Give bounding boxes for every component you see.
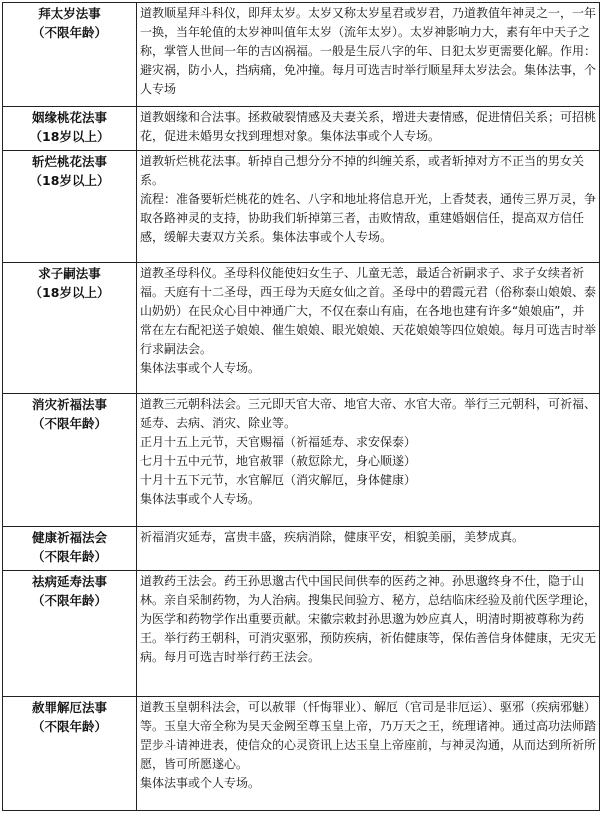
- rite-description-paragraph: 七月十五中元节，地官赦罪（赦愆除尤，身心顺遂）: [140, 454, 417, 468]
- rite-age-requirement: （不限年龄）: [31, 25, 107, 40]
- table-row: [3, 571, 600, 697]
- rites-table: [2, 2, 600, 811]
- rite-age-requirement: （不限年龄）: [31, 593, 107, 608]
- rite-description-paragraph: 道教玉皇朝科法会，可以赦罪（忏悔罪业）、解厄（官司是非厄运）、驱邪（疾病邪魅）等。玉皇大帝全称为昊天金阙至尊玉皇上帝，乃万天之王，统理诸神。通过高功法师踏罡步斗请神进表，使信众的心灵资讯上达玉皇上帝座前，与神灵沟通，从而达到所祈所愿，皆可所愿遂心。: [140, 700, 597, 771]
- rite-description-paragraph: 正月十五上元节，天官赐福（祈福延寿、求安保泰）: [140, 435, 417, 449]
- rite-description-cell: [137, 571, 600, 697]
- rite-age-requirement: （18岁以上）: [29, 129, 110, 144]
- rite-title: 拜太岁法事: [38, 6, 101, 21]
- rite-description-cell: [137, 527, 600, 571]
- rite-name-cell: [3, 107, 137, 151]
- rite-description-paragraph: 流程：准备要斩烂桃花的姓名、八字和地址将信息开光，上香焚表，通传三界万灵，争取各路神灵的支持，协助我们斩掉第三者，击败情敌，重建婚姻信任，提高双方信任感，缓解夫妻双方关系。集体法事或个人专场。: [140, 192, 597, 244]
- rite-description-paragraph: 道教斩烂桃花法事。斩掉自己想分分不掉的纠缠关系，或者斩掉对方不正当的男女关系。: [140, 154, 585, 187]
- rite-description-paragraph: 祈福消灾延寿，富贵丰盛，疾病消除，健康平安，相貌美丽，美梦成真。: [140, 530, 525, 544]
- table-row: [3, 3, 600, 107]
- table-row: [3, 263, 600, 394]
- rite-description-cell: [137, 263, 600, 394]
- rite-name-cell: [3, 697, 137, 811]
- rite-age-requirement: （不限年龄）: [31, 719, 107, 734]
- rite-description-paragraph: 集体法事或个人专场。: [140, 361, 261, 375]
- rite-title: 求子嗣法事: [38, 266, 101, 281]
- rite-name-cell: [3, 394, 137, 527]
- rite-description-cell: [137, 3, 600, 107]
- rite-description-paragraph: 道教顺星拜斗科仪，即拜太岁。太岁又称太岁星君或岁君，乃道教值年神灵之一，一年一换，当年轮值的太岁神叫值年太岁（流年太岁）。太岁神影响力大，素有年中天子之称，掌管人世间一年的吉凶祸福。一般是生辰八字的年、日犯太岁更需要化解。作用：避灾祸，防小人，挡病痛，免冲撞。每月可选吉时举行顺星拜太岁法会。集体法事，个人专场: [140, 6, 597, 96]
- table-row: [3, 151, 600, 263]
- rite-description-cell: [137, 151, 600, 263]
- rite-name-cell: [3, 3, 137, 107]
- rite-title: 消灾祈福法事: [31, 397, 107, 412]
- rite-description-cell: [137, 394, 600, 527]
- table-row: [3, 107, 600, 151]
- rite-title: 健康祈福法会: [31, 530, 107, 545]
- rite-description-paragraph: 道教药王法会。药王孙思邈古代中国民间供奉的医药之神。孙思邈终身不仕，隐于山林。亲自采制药物，为人治病。搜集民间验方、秘方，总结临床经验及前代医学理论，为医学和药物学作出重要贡献。宋徽宗敕封孙思邈为妙应真人，明清时期被尊称为药王。举行药王朝科，可消灾驱邪，预防疾病，祈佑健康等，保佑善信身体健康，无灾无病。每月可选吉时举行药王法会。: [140, 574, 597, 664]
- rite-name-cell: [3, 263, 137, 394]
- rite-description-paragraph: 道教姻缘和合法事。拯救破裂情感及夫妻关系，增进夫妻情感，促进情侣关系；可招桃花，促进未婚男女找到理想对象。集体法事或个人专场。: [140, 110, 597, 143]
- table-row: [3, 697, 600, 811]
- rite-age-requirement: （18岁以上）: [29, 173, 110, 188]
- rites-table-body: [3, 3, 600, 811]
- table-row: [3, 527, 600, 571]
- rite-age-requirement: （18岁以上）: [29, 285, 110, 300]
- rite-description-paragraph: 十月十五下元节，水官解厄（消灾解厄，身体健康）: [140, 473, 417, 487]
- rite-title: 姻缘桃花法事: [31, 110, 107, 125]
- rite-name-cell: [3, 527, 137, 571]
- rite-title: 赦罪解厄法事: [31, 700, 107, 715]
- rite-description-paragraph: 集体法事或个人专场。: [140, 776, 261, 790]
- rite-name-cell: [3, 151, 137, 263]
- rite-description-cell: [137, 697, 600, 811]
- rite-description-paragraph: 道教圣母科仪。圣母科仪能使妇女生子、儿童无恙，最适合祈嗣求子、求子女续者祈福。天庭有十二圣母，西王母为天庭女仙之首。圣母中的碧霞元君（俗称泰山娘娘、泰山奶奶）在民众心目中神通广大，不仅在泰山有庙，在各地也建有许多“娘娘庙”，并常在左右配祀送子娘娘、催生娘娘、眼光娘娘、天花娘娘等四位娘娘。每月可选吉时举行求嗣法会。: [140, 266, 597, 356]
- rite-age-requirement: （不限年龄）: [31, 416, 107, 431]
- table-row: [3, 394, 600, 527]
- rite-title: 祛病延寿法事: [31, 574, 107, 589]
- rite-title: 斩烂桃花法事: [31, 154, 107, 169]
- rite-description-paragraph: 集体法事或个人专场。: [140, 492, 261, 506]
- rite-name-cell: [3, 571, 137, 697]
- rite-description-paragraph: 道教三元朝科法会。三元即天官大帝、地官大帝、水官大帝。举行三元朝科，可祈福、延寿、去病、消灾、除业等。: [140, 397, 597, 430]
- rite-age-requirement: （不限年龄）: [31, 549, 107, 564]
- rite-description-cell: [137, 107, 600, 151]
